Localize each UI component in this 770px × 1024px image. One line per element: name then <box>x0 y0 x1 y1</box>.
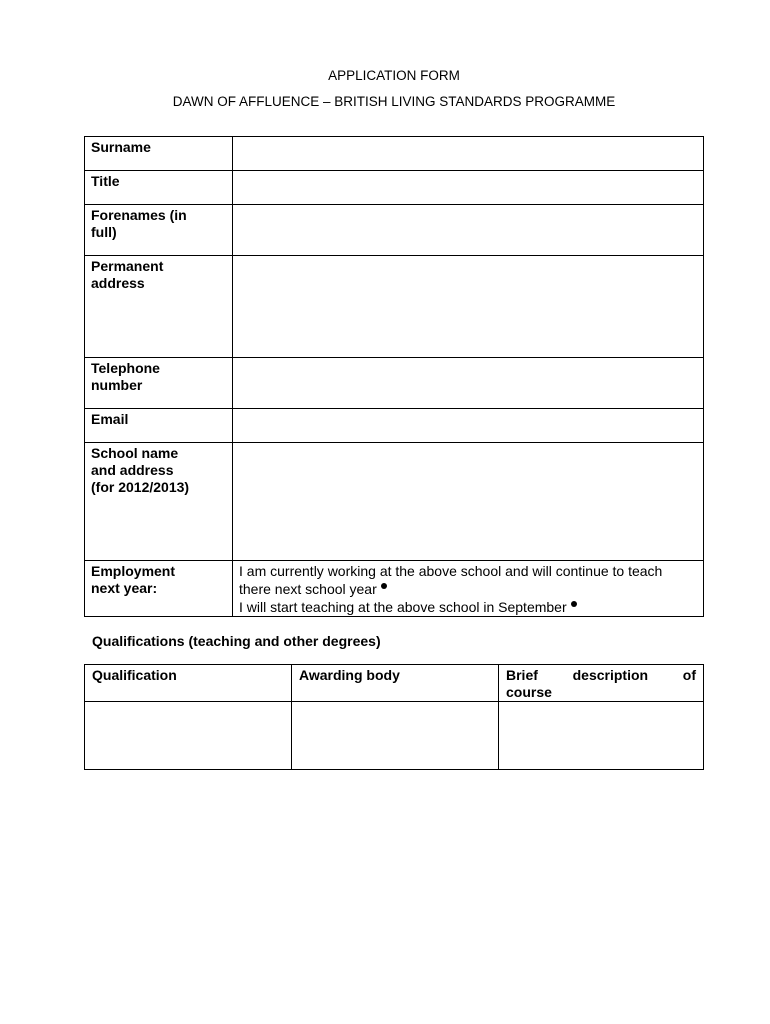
table-row <box>85 409 704 443</box>
column-header-word: description <box>572 667 649 683</box>
school-label-line: (for 2012/2013) <box>91 479 190 495</box>
form-title: APPLICATION FORM <box>328 68 460 83</box>
employment-label <box>85 561 233 617</box>
column-header-description <box>499 665 704 702</box>
surname-field[interactable] <box>233 137 704 171</box>
forenames-field[interactable] <box>233 205 704 256</box>
telephone-label-line: Telephone <box>91 360 160 376</box>
bullet-icon[interactable] <box>381 583 387 589</box>
address-field[interactable] <box>233 256 704 358</box>
surname-label <box>85 137 233 171</box>
forenames-label-line: full) <box>91 224 117 240</box>
title-label-text: Title <box>91 173 120 189</box>
address-label-line: Permanent <box>91 258 164 274</box>
employment-label-line: next year: <box>91 580 158 596</box>
employment-option-continue-text: there next school year <box>239 581 377 597</box>
description-cell[interactable] <box>499 702 704 770</box>
school-field[interactable] <box>233 443 704 561</box>
table-row <box>85 171 704 205</box>
column-header-word: of <box>682 667 696 683</box>
email-field[interactable] <box>233 409 704 443</box>
address-label-line: address <box>91 275 145 291</box>
email-label <box>85 409 233 443</box>
column-header-qualification <box>85 665 292 702</box>
programme-title: DAWN OF AFFLUENCE – BRITISH LIVING STANDARDS PROGRAMME <box>172 94 616 109</box>
table-row <box>85 561 704 617</box>
telephone-label <box>85 358 233 409</box>
column-header-text: Awarding body <box>299 667 400 683</box>
bullet-icon[interactable] <box>571 601 577 607</box>
employment-options <box>233 561 704 617</box>
school-label-line: School name <box>91 445 179 461</box>
email-label-text: Email <box>91 411 129 427</box>
qualification-cell[interactable] <box>85 702 292 770</box>
column-header-text: Qualification <box>92 667 177 683</box>
qualifications-heading: Qualifications (teaching and other degrees) <box>92 633 381 649</box>
table-header-row <box>85 665 704 702</box>
forenames-label-line: Forenames (in <box>91 207 187 223</box>
telephone-label-line: number <box>91 377 143 393</box>
table-row <box>85 256 704 358</box>
employment-option-continue[interactable] <box>239 580 697 598</box>
school-label-line: and address <box>91 462 174 478</box>
table-row <box>85 137 704 171</box>
employment-option-start[interactable] <box>239 598 697 616</box>
employment-label-line: Employment <box>91 563 176 579</box>
employment-option-continue-text: I am currently working at the above school and will continue to teach <box>239 563 663 579</box>
awarding-body-cell[interactable] <box>292 702 499 770</box>
column-header-word: course <box>506 684 552 700</box>
table-row <box>85 443 704 561</box>
school-label <box>85 443 233 561</box>
telephone-field[interactable] <box>233 358 704 409</box>
column-header-awarding-body <box>292 665 499 702</box>
table-row <box>85 205 704 256</box>
address-label <box>85 256 233 358</box>
qualifications-table <box>84 664 704 770</box>
surname-label-text: Surname <box>91 139 151 155</box>
title-field[interactable] <box>233 171 704 205</box>
table-row <box>85 358 704 409</box>
table-row <box>85 702 704 770</box>
title-label <box>85 171 233 205</box>
column-header-word: Brief <box>506 667 538 683</box>
forenames-label <box>85 205 233 256</box>
employment-option-start-text: I will start teaching at the above school in September <box>239 599 567 615</box>
applicant-details-table <box>84 136 704 617</box>
